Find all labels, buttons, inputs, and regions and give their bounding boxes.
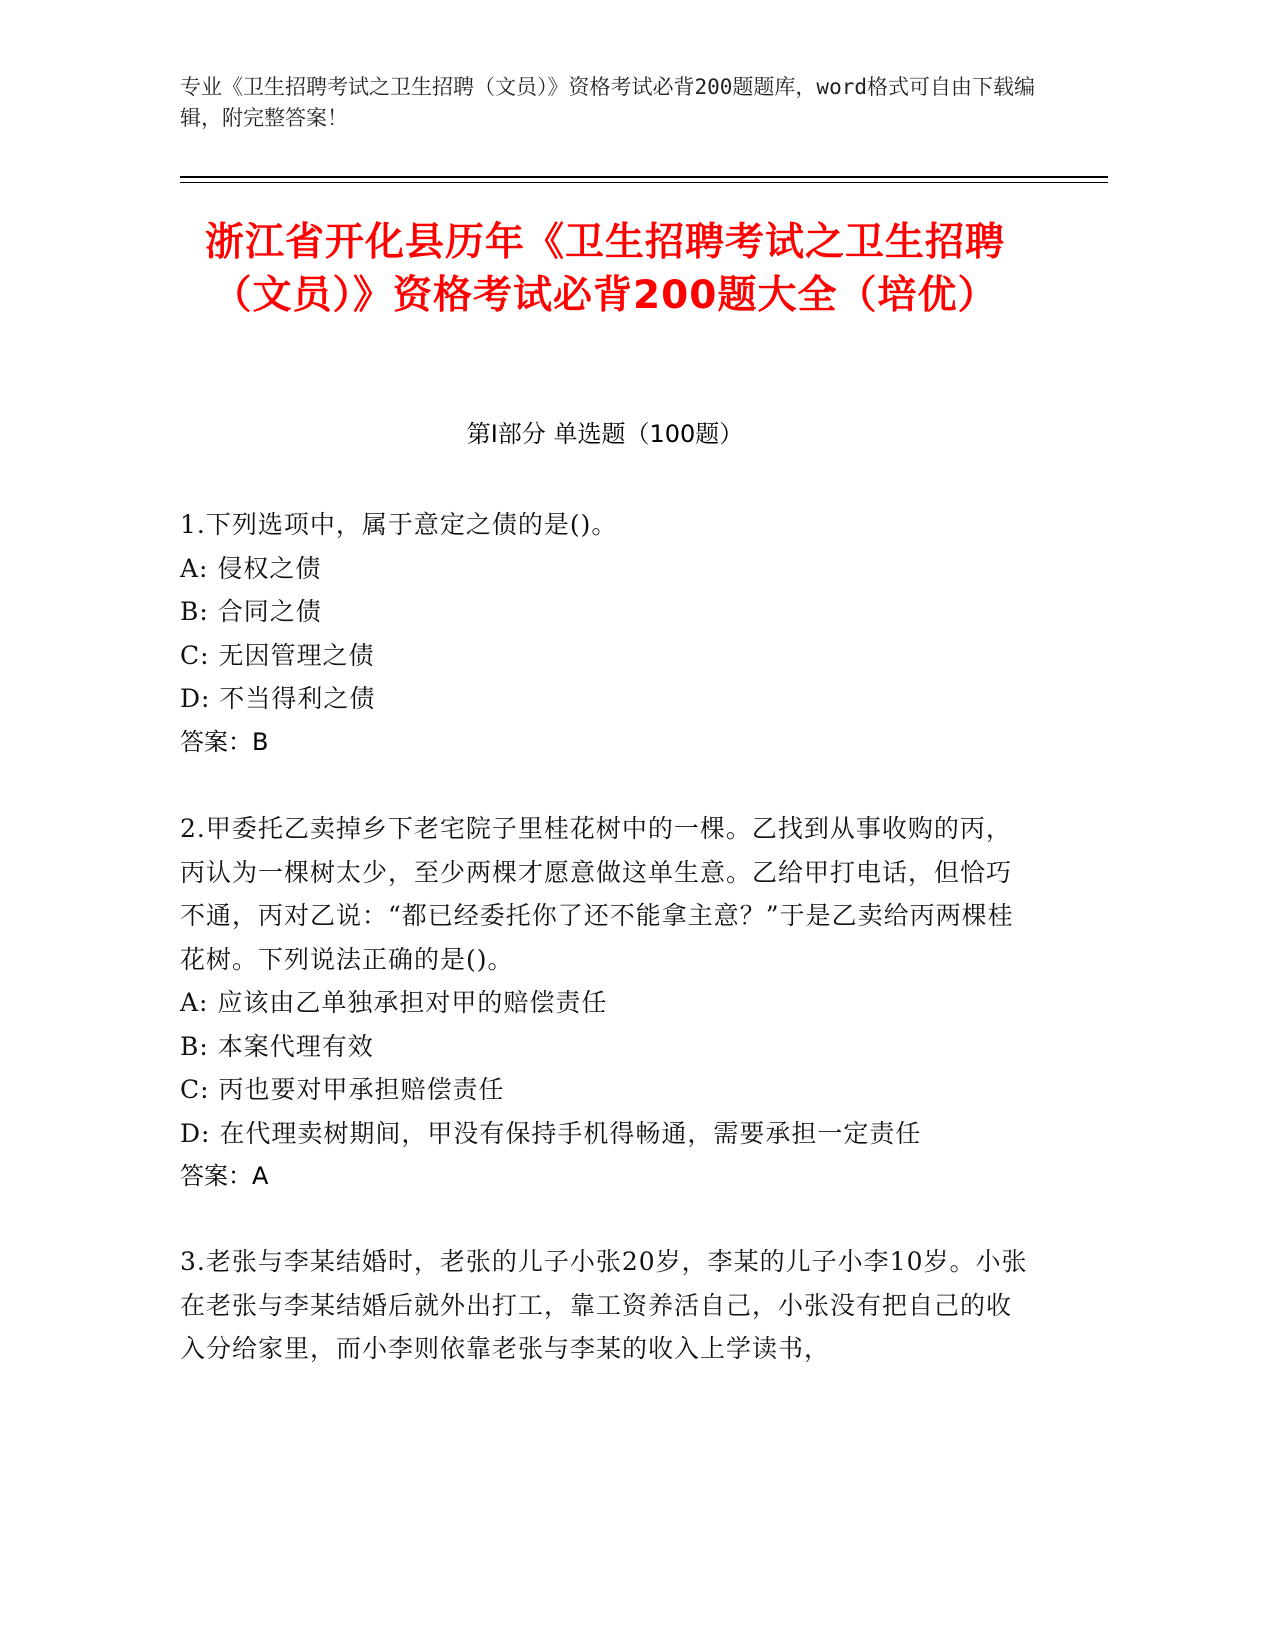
option-a: A: 应该由乙单独承担对甲的赔偿责任 xyxy=(180,988,608,1017)
header-divider-thin xyxy=(180,182,1108,183)
option-b: B: 合同之债 xyxy=(180,597,322,626)
question-stem: 1.下列选项中，属于意定之债的是()。 xyxy=(180,510,618,539)
option-c: C: 无因管理之债 xyxy=(180,640,375,670)
option-c: C: 丙也要对甲承担赔偿责任 xyxy=(180,1075,505,1104)
option-b: B: 本案代理有效 xyxy=(180,1031,374,1061)
option-d: D: 在代理卖树期间，甲没有保持手机得畅通，需要承担一定责任 xyxy=(180,1118,922,1148)
header-divider-thick xyxy=(180,176,1108,178)
question-stem: 2.甲委托乙卖掉乡下老宅院子里桂花树中的一棵。乙找到从事收购的丙，丙认为一棵树太少，至少两棵才愿意做这单生意。乙给甲打电话，但恰巧不通，丙对乙说：“都已经委托你了还不能拿主意？”于是乙卖给丙两棵桂花树。下列说法正确的是()。 xyxy=(180,814,1014,974)
question-3 xyxy=(180,1240,1028,1371)
question-2 xyxy=(180,807,1028,1199)
document-title: 浙江省开化县历年《卫生招聘考试之卫生招聘（文员）》资格考试必背200题大全（培优） xyxy=(204,220,1005,318)
question-stem: 3.老张与李某结婚时，老张的儿子小张20岁，李某的儿子小李10岁。小张在老张与李某结婚后就外出打工，靠工资养活自己，小张没有把自己的收入分给家里，而小李则依靠老张与李某的收入上学读书， xyxy=(180,1247,1028,1363)
header-note: 专业《卫生招聘考试之卫生招聘（文员）》资格考试必背200题题库，word格式可自由下载编辑，附完整答案！ xyxy=(180,75,1035,130)
option-d: D: 不当得利之债 xyxy=(180,684,376,713)
option-a: A: 侵权之债 xyxy=(180,553,322,583)
answer: 答案：B xyxy=(180,727,269,756)
section-heading: 第I部分 单选题（100题） xyxy=(466,420,744,448)
answer: 答案：A xyxy=(180,1162,269,1190)
question-1 xyxy=(180,503,1028,764)
